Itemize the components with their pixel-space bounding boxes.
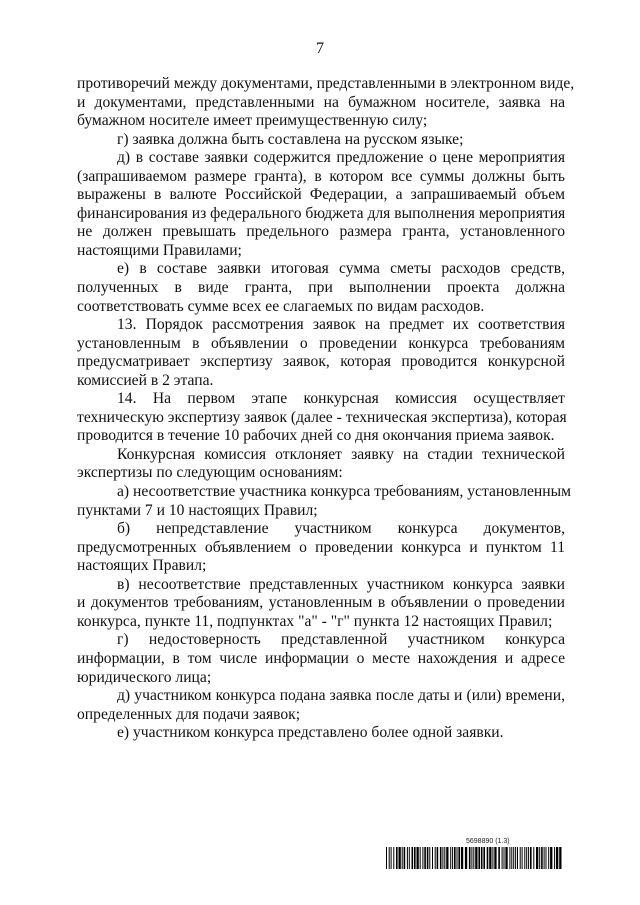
text-line: установленным в объявлении о проведении конкурса требованиям	[77, 334, 565, 352]
barcode-bar	[412, 847, 414, 869]
text-line: б) непредставление участником конкурса документов,	[117, 520, 565, 538]
barcode-bar	[444, 847, 445, 869]
text-line: е) в составе заявки итоговая сумма сметы расходов средств,	[117, 260, 565, 278]
text-line: д) участником конкурса подана заявка после даты и (или) времени,	[117, 687, 565, 705]
barcode-bar	[475, 847, 477, 869]
barcode-bar	[432, 847, 433, 869]
barcode-bar	[437, 847, 439, 869]
barcode-bar	[389, 847, 390, 869]
barcode-icon	[386, 847, 564, 869]
barcode-bar	[548, 847, 549, 869]
barcode-bar	[465, 847, 467, 869]
page-number: 7	[316, 40, 324, 57]
text-line: не должен превышать предельного размера гранта, установленного	[77, 223, 565, 241]
barcode-bar	[528, 847, 529, 869]
barcode-bar	[414, 847, 416, 869]
text-line: соответствовать сумме всех ее слагаемых по видам расходов.	[77, 297, 485, 315]
text-line: (запрашиваемом размере гранта), в котором все суммы должны быть	[77, 167, 565, 185]
barcode-bar	[504, 847, 505, 869]
barcode-bar	[396, 847, 398, 869]
text-line: противоречий между документами, представленными в электронном виде,	[77, 75, 575, 92]
barcode-bar	[559, 847, 561, 869]
barcode-bar	[530, 847, 532, 869]
text-line: бумажном носителе имеет преимущественную силу;	[77, 112, 428, 130]
barcode-bar	[424, 847, 426, 869]
barcode-bar	[556, 847, 558, 869]
barcode-bar	[409, 847, 410, 869]
barcode-bar	[446, 847, 448, 869]
text-line: комиссией в 2 этапа.	[77, 371, 214, 389]
text-line: экспертизы по следующим основаниям:	[77, 464, 343, 482]
text-line: юридического лица;	[77, 668, 212, 686]
text-line: проводится в течение 10 рабочих дней со дня окончания приема заявок.	[77, 427, 555, 445]
barcode-bar	[471, 847, 472, 869]
barcode-bar	[489, 847, 491, 869]
text-line: выражены в валюте Российской Федерации, а запрашиваемый объем	[77, 186, 565, 204]
barcode-bar	[427, 847, 429, 869]
text-line: пунктами 7 и 10 настоящих Правил;	[77, 501, 318, 519]
barcode-bar	[536, 847, 538, 869]
barcode-bar	[450, 847, 451, 869]
text-line: полученных в виде гранта, при выполнении проекта должна	[77, 279, 565, 297]
barcode-bar	[515, 847, 516, 869]
barcode-bar	[522, 847, 523, 869]
barcode-bar	[440, 847, 442, 869]
text-line: е) участником конкурса представлено более одной заявки.	[117, 724, 504, 742]
barcode-bar	[533, 847, 534, 869]
text-line: определенных для подачи заявок;	[77, 705, 301, 723]
barcode-bar	[454, 847, 456, 869]
text-line: конкурса, пункте 11, подпунктах "а" - "г" пункта 12 настоящих Правил;	[77, 612, 553, 630]
text-line: предусматривает экспертизу заявок, которая проводится конкурсной	[77, 353, 565, 371]
barcode-bar	[386, 847, 387, 869]
barcode-bar	[544, 847, 545, 869]
barcode-bar	[526, 847, 527, 869]
text-line: и документами, представленными на бумажном носителе, заявка на	[77, 93, 565, 111]
barcode-bar	[498, 847, 500, 869]
barcode-bar	[478, 847, 480, 869]
barcode-bar	[524, 847, 525, 869]
text-line: 14. На первом этапе конкурсная комиссия осуществляет	[117, 390, 565, 408]
barcode-bar	[458, 847, 460, 869]
barcode-bar	[407, 847, 408, 869]
text-line: предусмотренных объявлением о проведении конкурса и пунктом 11	[77, 538, 565, 556]
barcode-bar	[550, 847, 552, 869]
text-line: г) недостоверность представленной участником конкурса	[117, 631, 565, 649]
barcode-bar	[505, 847, 507, 869]
barcode-bar	[393, 847, 394, 869]
text-line: настоящих Правил;	[77, 557, 207, 575]
text-line: и документов требованиям, установленным в объявлении о проведении	[77, 594, 565, 612]
barcode-bar	[391, 847, 392, 869]
barcode-bar	[494, 847, 496, 869]
text-line: г) заявка должна быть составлена на русском языке;	[117, 130, 464, 148]
barcode-bar	[422, 847, 423, 869]
barcode-bar	[399, 847, 401, 869]
barcode-bar	[461, 847, 463, 869]
barcode-bar	[404, 847, 406, 869]
barcode-bar	[554, 847, 555, 869]
text-line: 13. Порядок рассмотрения заявок на предмет их соответствия	[117, 316, 565, 334]
barcode-bar	[539, 847, 540, 869]
barcode-bar	[420, 847, 421, 869]
text-line: настоящими Правилами;	[77, 241, 242, 259]
barcode-bar	[457, 847, 458, 869]
barcode-bar	[509, 847, 510, 869]
barcode-bar	[481, 847, 483, 869]
barcode-bar	[435, 847, 436, 869]
barcode-bar	[517, 847, 518, 869]
barcode-bar	[541, 847, 543, 869]
text-line: в) несоответствие представленных участником конкурса заявки	[117, 575, 565, 593]
text-line: финансирования из федерального бюджета для выполнения мероприятия	[77, 204, 566, 222]
document-id: 5698890 (1.3)	[466, 838, 510, 845]
text-line: д) в составе заявки содержится предложение о цене мероприятия	[117, 149, 565, 167]
barcode-bar	[520, 847, 521, 869]
barcode-bar	[402, 847, 403, 869]
barcode-bar	[473, 847, 474, 869]
barcode-bar	[429, 847, 430, 869]
document-body	[77, 75, 575, 743]
text-line: а) несоответствие участника конкурса требованиям, установленным	[117, 483, 571, 501]
barcode-bar	[417, 847, 419, 869]
barcode-bar	[452, 847, 453, 869]
barcode-bar	[513, 847, 514, 869]
barcode-bar	[487, 847, 489, 869]
text-line: информации, в том числе информации о месте нахождения и адресе	[77, 649, 565, 667]
barcode-bar	[469, 847, 471, 869]
barcode-bar	[502, 847, 503, 869]
barcode-bar	[442, 847, 443, 869]
barcode-bar	[546, 847, 547, 869]
barcode-bar	[483, 847, 485, 869]
text-line: Конкурсная комиссия отклоняет заявку на стадии технической	[117, 445, 565, 463]
text-line: техническую экспертизу заявок (далее - техническая экспертиза), которая	[77, 408, 567, 426]
barcode-bar	[511, 847, 512, 869]
barcode-bar	[492, 847, 493, 869]
